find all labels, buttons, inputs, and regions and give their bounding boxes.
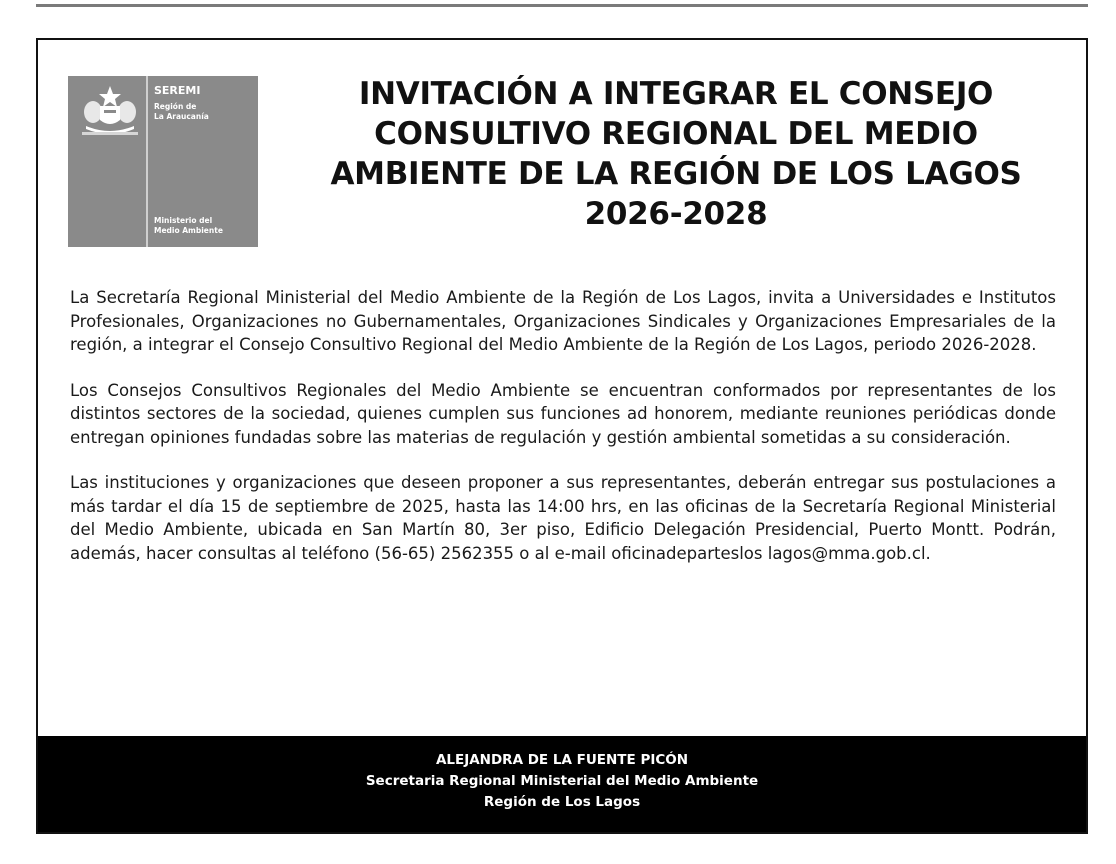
signature-name: ALEJANDRA DE LA FUENTE PICÓN xyxy=(435,752,689,768)
body-paragraph-1: La Secretaría Regional Ministerial del Medio Ambiente de la Región de Los Lagos, invita a Universidades e Institutos Profesionales, Organizaciones no Gubernamentales, Organizaciones Sindicales y Organizaciones Empresariales de la región, a integrar el Consejo Consultivo Regional del Medio Ambiente de la Región de Los Lagos, periodo 2026-2028. xyxy=(70,288,1056,354)
chile-coat-of-arms-icon xyxy=(76,82,144,140)
signature-block xyxy=(38,736,1086,832)
title-line-2: CONSULTIVO REGIONAL DEL MEDIO xyxy=(374,116,978,152)
title-line-3: AMBIENTE DE LA REGIÓN DE LOS LAGOS xyxy=(330,156,1022,192)
body-paragraph-2: Los Consejos Consultivos Regionales del Medio Ambiente se encuentran conformados por representantes de los distintos sectores de la sociedad, quienes cumplen sus funciones ad honorem, mediante reuniones periódicas donde entregan opiniones fundadas sobre las materias de regulación y gestión ambiental sometidas a su consideración. xyxy=(70,380,1056,447)
logo-seremi-label: SEREMI xyxy=(154,84,201,97)
title-line-4: 2026-2028 xyxy=(584,196,768,232)
signature-position: Secretaria Regional Ministerial del Medio Ambiente xyxy=(365,773,759,789)
logo-divider xyxy=(146,76,148,247)
top-divider xyxy=(36,4,1088,7)
signature-region: Región de Los Lagos xyxy=(483,794,641,810)
logo-ministry-label: Ministerio del Medio Ambiente xyxy=(154,216,223,235)
title-line-1: INVITACIÓN A INTEGRAR EL CONSEJO xyxy=(358,76,994,112)
logo-region-label: Región de La Araucanía xyxy=(154,102,209,121)
body-paragraph-3: Las instituciones y organizaciones que deseen proponer a sus representantes, deberán entregar sus postulaciones a más tardar el día 15 de septiembre de 2025, hasta las 14:00 hrs, en las oficinas de la Secretaría Regional Ministerial del Medio Ambiente, ubicada en San Martín 80, 3er piso, Edificio Delegación Presidencial, Puerto Montt. Podrán, además, hacer consultas al teléfono (56-65) 2562355 o al e-mail oficinadeparteslos lagos@mma.gob.cl. xyxy=(70,473,1056,563)
notice-frame xyxy=(36,38,1088,834)
seremi-logo xyxy=(68,76,258,247)
notice-title xyxy=(290,74,1062,234)
notice-body xyxy=(70,286,1056,587)
